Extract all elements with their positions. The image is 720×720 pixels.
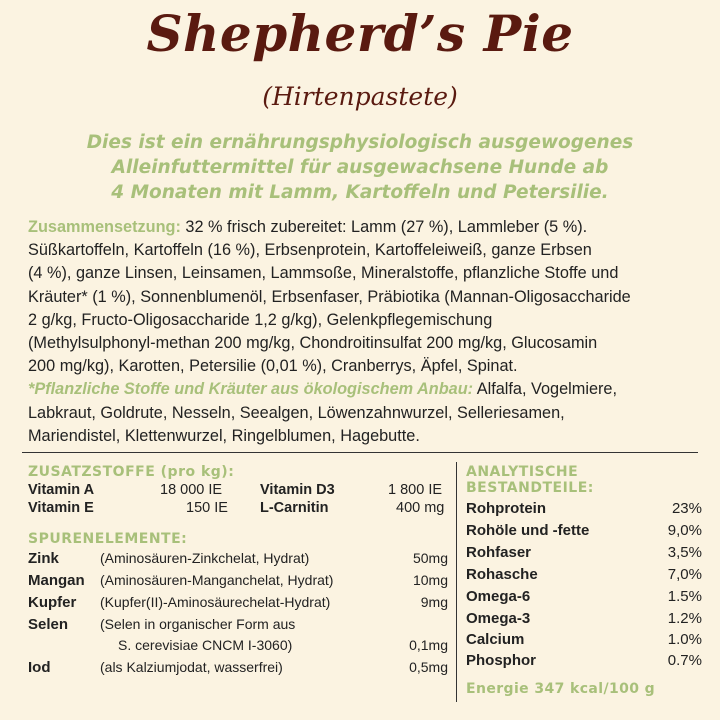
analytical-value: 0.7%: [667, 652, 702, 669]
trace-value: 0,5mg: [409, 659, 448, 675]
additives-heading: ZUSATZSTOFFE (pro kg):: [28, 464, 235, 480]
trace-row: [28, 616, 448, 636]
analytical-name: Omega-6: [466, 588, 531, 605]
intro-line: Alleinfuttermittel für ausgewachsene Hunde ab: [111, 157, 609, 178]
analytical-value: 7,0%: [667, 566, 702, 583]
trace-row: [28, 594, 448, 614]
analytical-row: [466, 522, 702, 542]
analytical-value: 1.0%: [667, 631, 702, 648]
additive-name: L-Carnitin: [260, 500, 329, 516]
herbs-label: *Pflanzliche Stoffe und Kräuter aus ökologischem Anbau:: [28, 380, 474, 399]
herbs-line: Mariendistel, Klettenwurzel, Ringelblumen, Hagebutte.: [28, 426, 420, 445]
additive-name: Vitamin D3: [260, 482, 335, 498]
trace-value: 10mg: [412, 572, 448, 588]
additive-value: 1 800 IE: [388, 482, 443, 498]
product-title: Shepherd’s Pie: [146, 4, 574, 63]
trace-value: 9mg: [420, 594, 448, 610]
analytical-value: 23%: [671, 500, 702, 517]
analytical-value: 9,0%: [667, 522, 702, 539]
trace-name: Mangan: [28, 572, 85, 589]
analytical-row: [466, 566, 702, 586]
trace-value: 0,1mg: [409, 637, 448, 653]
analytical-name: Rohprotein: [466, 500, 546, 517]
trace-desc: (als Kalziumjodat, wasserfrei): [100, 659, 283, 675]
trace-desc: (Kupfer(II)-Aminosäurechelat-Hydrat): [100, 594, 331, 610]
energy-value: Energie 347 kcal/100 g: [466, 681, 656, 697]
trace-row: [28, 550, 448, 570]
additive-row: [28, 482, 448, 500]
section-divider: [22, 452, 698, 453]
trace-name: Kupfer: [28, 594, 77, 611]
trace-desc: (Aminosäuren-Manganchelat, Hydrat): [100, 572, 334, 588]
trace-row: [28, 659, 448, 679]
analytical-row: [466, 500, 702, 520]
analytical-name: Calcium: [466, 631, 525, 648]
analytical-row: [466, 544, 702, 564]
composition-line: (4 %), ganze Linsen, Leinsamen, Lammsoße, Mineralstoffe, pflanzliche Stoffe und: [28, 264, 619, 283]
trace-heading: SPURENELEMENTE:: [28, 531, 188, 547]
additive-name: Vitamin A: [28, 482, 95, 498]
analytical-value: 1.5%: [667, 588, 702, 605]
column-divider: [456, 462, 457, 702]
trace-name: Zink: [28, 550, 59, 567]
intro-line: 4 Monaten mit Lamm, Kartoffeln und Petersilie.: [111, 182, 609, 203]
composition-line: Süßkartoffeln, Kartoffeln (16 %), Erbsenprotein, Kartoffeleiweiß, ganze Erbsen: [28, 241, 592, 260]
analytical-name: Rohfaser: [466, 544, 532, 561]
analytical-name: Rohasche: [466, 566, 538, 583]
composition-label: Zusammensetzung:: [28, 218, 181, 236]
analytical-heading: [466, 464, 594, 496]
composition-line: 2 g/kg, Fructo-Oligosaccharide 1,2 g/kg), Gelenkpflegemischung: [28, 310, 493, 329]
composition-block: [28, 216, 708, 448]
composition-line: (Methylsulphonyl-methan 200 mg/kg, Chondroitinsulfat 200 mg/kg, Glucosamin: [28, 334, 598, 353]
intro-text: [20, 130, 700, 205]
intro-line: Dies ist ein ernährungsphysiologisch ausgewogenes: [86, 132, 634, 153]
product-subtitle: (Hirtenpastete): [262, 82, 458, 111]
composition-line: 32 % frisch zubereitet: Lamm (27 %), Lammleber (5 %).: [180, 218, 588, 236]
analytical-name: Rohöle und -fette: [466, 522, 590, 539]
herbs-line: Alfalfa, Vogelmiere,: [473, 380, 617, 399]
analytical-row: [466, 631, 702, 651]
analytical-value: 3,5%: [667, 544, 702, 561]
analytical-name: Omega-3: [466, 610, 531, 627]
trace-name: Selen: [28, 616, 69, 633]
analytical-heading-line: ANALYTISCHE: [466, 464, 579, 480]
additive-value: 150 IE: [186, 500, 228, 516]
trace-desc: (Selen in organischer Form aus: [100, 616, 296, 632]
analytical-row: [466, 588, 702, 608]
additive-row: [28, 500, 448, 518]
trace-name: Iod: [28, 659, 51, 676]
analytical-name: Phosphor: [466, 652, 536, 669]
composition-line: Kräuter* (1 %), Sonnenblumenöl, Erbsenfaser, Präbiotika (Mannan-Oligosaccharide: [28, 287, 631, 306]
trace-desc: (Aminosäuren-Zinkchelat, Hydrat): [100, 550, 310, 566]
analytical-row: [466, 610, 702, 630]
trace-value: 50mg: [412, 550, 448, 566]
additive-value: 18 000 IE: [160, 482, 223, 498]
analytical-heading-line: BESTANDTEILE:: [466, 480, 594, 496]
additive-name: Vitamin E: [28, 500, 94, 516]
additive-value: 400 mg: [396, 500, 445, 516]
analytical-row: [466, 652, 702, 672]
trace-row: [28, 637, 448, 657]
analytical-value: 1.2%: [667, 610, 702, 627]
herbs-line: Labkraut, Goldrute, Nesseln, Seealgen, Löwenzahnwurzel, Selleriesamen,: [28, 403, 565, 422]
trace-row: [28, 572, 448, 592]
trace-desc: S. cerevisiae CNCM I-3060): [118, 637, 293, 653]
composition-line: 200 mg/kg), Karotten, Petersilie (0,01 %), Cranberrys, Äpfel, Spinat.: [28, 357, 518, 376]
